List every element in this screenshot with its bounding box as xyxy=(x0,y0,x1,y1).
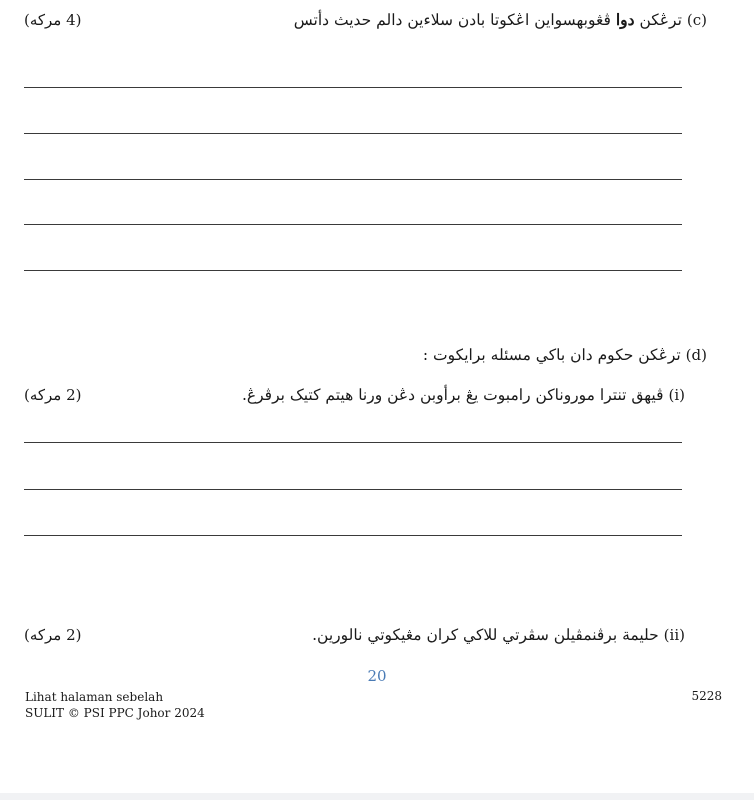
question-d-ii-marks: (2 مرکه) xyxy=(24,626,82,644)
answer-line-d-i-1 xyxy=(24,442,682,443)
answer-line-c-4 xyxy=(24,224,682,225)
question-d-body: ترڠکن حکوم دان باکي مسئله برايکوت : xyxy=(422,346,681,364)
answer-line-c-1 xyxy=(24,87,682,88)
question-d-i-row xyxy=(24,386,707,404)
question-d-ii-text xyxy=(312,626,685,644)
question-d-ii-number: (ii) xyxy=(663,626,685,644)
question-d-i-marks: (2 مرکه) xyxy=(24,386,82,404)
question-c-text xyxy=(294,10,707,29)
question-c-text-start: ترڠکن xyxy=(639,11,682,29)
question-d-text xyxy=(423,346,707,364)
question-d-number: (d) xyxy=(685,346,707,364)
footer-left xyxy=(25,689,205,721)
answer-line-d-i-2 xyxy=(24,489,682,490)
question-c-marks: (4 مرکه) xyxy=(24,11,82,29)
answer-line-c-5 xyxy=(24,270,682,271)
footer-next-page-note: Lihat halaman sebelah xyxy=(25,690,164,704)
answer-line-c-2 xyxy=(24,133,682,134)
footer-copyright: SULIT © PSI PPC Johor 2024 xyxy=(25,706,205,720)
question-c-bold-word: دوا xyxy=(615,10,635,29)
question-d-i-number: (i) xyxy=(668,386,685,404)
question-d-i-text xyxy=(242,386,685,404)
viewer-bottom-strip xyxy=(0,793,754,800)
question-d-row xyxy=(24,346,707,364)
answer-line-c-3 xyxy=(24,179,682,180)
answer-line-d-i-3 xyxy=(24,535,682,536)
question-c-text-end: ڤڠوبهسواين اڠکوتا بادن سلاءين دالم حديث دأتس xyxy=(293,11,611,29)
question-c-number: (c) xyxy=(686,11,707,29)
question-d-i-body: ڤيهق تنترا موروناکن رامبوت يڠ برأوبن دڠن ورنا هيتم کتيک برڤرڠ. xyxy=(241,386,664,404)
page-number: 20 xyxy=(367,667,387,685)
question-c-row xyxy=(24,10,707,29)
question-d-ii-row xyxy=(24,626,707,644)
question-d-ii-body: حليمة برڤنمڤيلن سڤرتي للاکي کران مڠيکوتي نالورين. xyxy=(312,626,659,644)
paper-code: 5228 xyxy=(691,689,722,703)
